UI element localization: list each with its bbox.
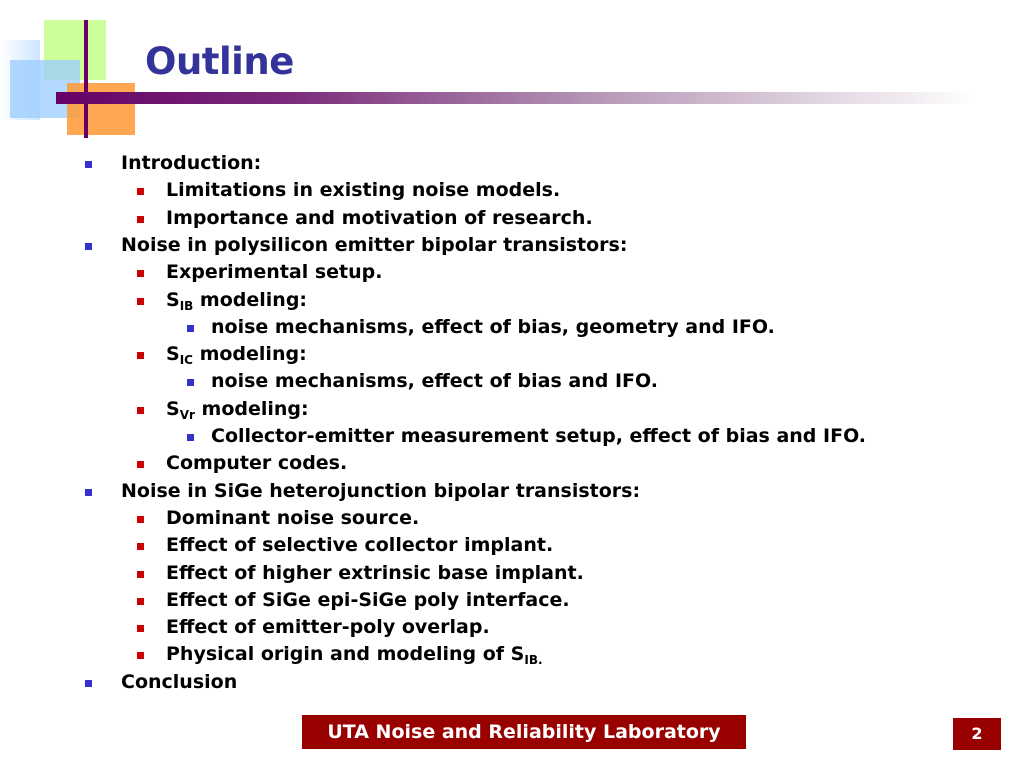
bullet-marker xyxy=(137,407,144,414)
outline-item-text: Physical origin and modeling of S xyxy=(166,643,525,666)
outline-item-level-2 xyxy=(166,641,543,668)
outline-item-level-2: Effect of SiGe epi-SiGe poly interface. xyxy=(166,588,570,611)
outline-item-level-2 xyxy=(166,287,307,314)
outline-item-level-2: Effect of emitter-poly overlap. xyxy=(166,616,490,639)
bullet-marker xyxy=(137,216,144,223)
outline-item-level-2: Effect of selective collector implant. xyxy=(166,534,554,557)
outline-item-text: S xyxy=(166,397,180,420)
outline-item-text: modeling: xyxy=(194,397,309,420)
outline-item-text: modeling: xyxy=(193,288,308,311)
outline-item-level-1: Noise in SiGe heterojunction bipolar transistors: xyxy=(121,479,641,502)
outline-item-level-3: Collector-emitter measurement setup, effect of bias and IFO. xyxy=(211,425,867,447)
outline-item-subscript: IB. xyxy=(524,653,543,668)
outline-item-subscript: Vr xyxy=(179,407,195,422)
bullet-marker xyxy=(187,325,194,332)
outline-item-text: S xyxy=(166,343,180,366)
bullet-marker xyxy=(85,680,92,687)
outline-item-level-3: noise mechanisms, effect of bias, geometry and IFO. xyxy=(211,315,775,338)
decor-orange-square xyxy=(67,83,135,135)
bullet-marker xyxy=(137,188,144,195)
outline-item-level-1: Noise in polysilicon emitter bipolar transistors: xyxy=(121,233,628,256)
page-number: 2 xyxy=(953,718,1001,750)
bullet-marker xyxy=(187,379,194,386)
footer-lab-name: UTA Noise and Reliability Laboratory xyxy=(302,715,746,749)
bullet-marker xyxy=(137,270,144,277)
bullet-marker xyxy=(137,543,144,550)
bullet-marker xyxy=(137,598,144,605)
outline-item-subscript: IC xyxy=(179,353,193,368)
outline-item-level-1: Introduction: xyxy=(121,152,262,174)
outline-item-level-1: Conclusion xyxy=(121,670,238,693)
outline-item-level-2: Computer codes. xyxy=(166,452,348,475)
outline-item-subscript: IB xyxy=(179,298,194,313)
outline-item-level-2 xyxy=(166,396,309,423)
outline-item-level-2: Dominant noise source. xyxy=(166,506,420,529)
bullet-marker xyxy=(85,243,92,250)
bullet-marker xyxy=(187,434,194,441)
outline-item-text: S xyxy=(166,288,180,311)
slide-title: Outline xyxy=(145,40,294,83)
bullet-marker xyxy=(137,652,144,659)
bullet-marker xyxy=(137,352,144,359)
decor-vertical-line xyxy=(84,20,88,138)
outline-item-level-2 xyxy=(166,341,307,368)
outline-item-level-2: Effect of higher extrinsic base implant. xyxy=(166,561,584,584)
outline-item-level-2: Experimental setup. xyxy=(166,261,383,284)
bullet-marker xyxy=(137,571,144,578)
bullet-marker xyxy=(85,161,92,168)
bullet-marker xyxy=(85,489,92,496)
decor-title-rule xyxy=(56,92,976,104)
outline-item-level-2: Limitations in existing noise models. xyxy=(166,179,561,202)
bullet-marker xyxy=(137,625,144,632)
outline-item-level-2: Importance and motivation of research. xyxy=(166,206,593,229)
bullet-marker xyxy=(137,516,144,523)
outline-item-level-3: noise mechanisms, effect of bias and IFO. xyxy=(211,370,658,393)
bullet-marker xyxy=(137,461,144,468)
bullet-marker xyxy=(137,298,144,305)
outline-item-text: modeling: xyxy=(192,343,307,366)
